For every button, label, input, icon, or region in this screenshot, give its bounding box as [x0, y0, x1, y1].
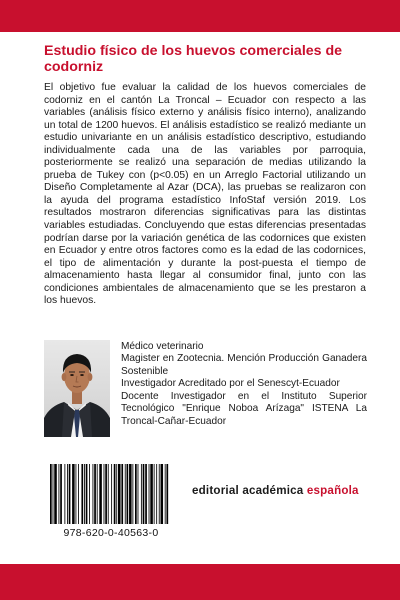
- barcode-bar: [78, 464, 79, 524]
- barcode-bar: [150, 464, 153, 524]
- barcode-bar: [138, 464, 139, 524]
- author-portrait-image: [44, 340, 110, 437]
- barcode-bar: [99, 464, 102, 524]
- bio-line-teacher: Docente Investigador en el Instituto Superior Tecnológico "Enrique Noboa Arízaga" ISTENA La Troncal-Cañar-Ecuador: [121, 390, 367, 427]
- barcode-bar: [60, 464, 62, 524]
- bottom-color-band: [0, 564, 400, 600]
- barcode-bar: [54, 464, 57, 524]
- barcode-bar: [93, 464, 94, 524]
- barcode-bar: [156, 464, 157, 524]
- publisher-name: [192, 484, 372, 497]
- barcode-bar: [161, 464, 164, 524]
- isbn-barcode: [44, 462, 178, 526]
- bio-line-degree: Médico veterinario: [121, 341, 204, 352]
- barcode-bar: [159, 464, 160, 524]
- barcode-bar: [89, 464, 90, 524]
- barcode-bar: [145, 464, 147, 524]
- author-biography: [121, 341, 367, 428]
- barcode-bar: [64, 464, 65, 524]
- barcode-bar: [127, 464, 129, 524]
- author-photo: [44, 340, 110, 437]
- barcode-bar: [129, 464, 132, 524]
- book-title: Estudio físico de los huevos comerciales de codorniz: [44, 43, 343, 75]
- barcode-bar: [141, 464, 142, 524]
- barcode-bar: [111, 464, 112, 524]
- barcode-bar: [108, 464, 109, 524]
- isbn-number: 978-620-0-40563-0: [63, 527, 159, 539]
- barcode-bar: [165, 464, 166, 524]
- barcode-bar: [132, 464, 133, 524]
- publisher-main: editorial académica: [192, 484, 307, 497]
- barcode-bars: [44, 462, 178, 526]
- barcode-bar: [84, 464, 85, 524]
- barcode-bar: [105, 464, 107, 524]
- bio-line-researcher: Investigador Acreditado por el Senescyt-Ecuador: [121, 378, 340, 390]
- barcode-bar: [72, 464, 75, 524]
- barcode-bar: [149, 464, 150, 524]
- barcode-bar: [154, 464, 155, 524]
- barcode-bar: [59, 464, 60, 524]
- barcode-bar: [166, 464, 168, 524]
- bio-line-magister: Magister en Zootecnia. Mención Producción Ganadera Sostenible: [121, 353, 367, 377]
- publisher-accent: española: [306, 484, 359, 497]
- barcode-bar: [86, 464, 88, 524]
- barcode-bar: [53, 464, 54, 524]
- barcode-bar: [116, 464, 117, 524]
- barcode-bar: [97, 464, 98, 524]
- barcode-bar: [69, 464, 71, 524]
- barcode-bar: [81, 464, 83, 524]
- barcode-bar: [67, 464, 68, 524]
- barcode-bar: [104, 464, 105, 524]
- barcode-bar: [114, 464, 116, 524]
- barcode-bar: [94, 464, 96, 524]
- barcode-bar: [76, 464, 77, 524]
- barcode-bar: [135, 464, 137, 524]
- barcode-bar: [143, 464, 145, 524]
- barcode-bar: [121, 464, 123, 524]
- book-abstract: El objetivo fue evaluar la calidad de los huevos comerciales de codorniz en el cantón La Troncal – Ecuador con respecto a las variables (análisis físico externo y análisis físico interno), analizando un total de 1200 huevos. El análisis estadístico se realizó mediante un estudio univariante en un análisis estadístico descriptivo, estudiando individualmente cada una de las variables por parroquia, posteriormente se realizó una separación de medias utilizando la prueba de Tukey con (p<0.05) en un Arreglo Factorial utilizando un Diseño Completamente al Azar (DCA), las pruebas se realizaron con la ayuda del programa estadístico InfoStaf versión 2019. Los resultados mostraron diferencias significativas para las distintas variables estudiadas. Concluyendo que estas diferencias presentadas podrían darse por la variación genética de las codornices que existen en Ecuador y entre otros factores como es la edad de las codornices, el tipo de alimentación y durante la post-puesta el tiempo de almacenamiento hasta llegar al consumidor final, junto con las condiciones ambientales de almacenamiento que se les prestaron a los huevos.: [44, 82, 366, 307]
- barcode-bar: [50, 464, 52, 524]
- barcode-bar: [125, 464, 126, 524]
- barcode-bar: [118, 464, 121, 524]
- top-color-band: [0, 0, 400, 32]
